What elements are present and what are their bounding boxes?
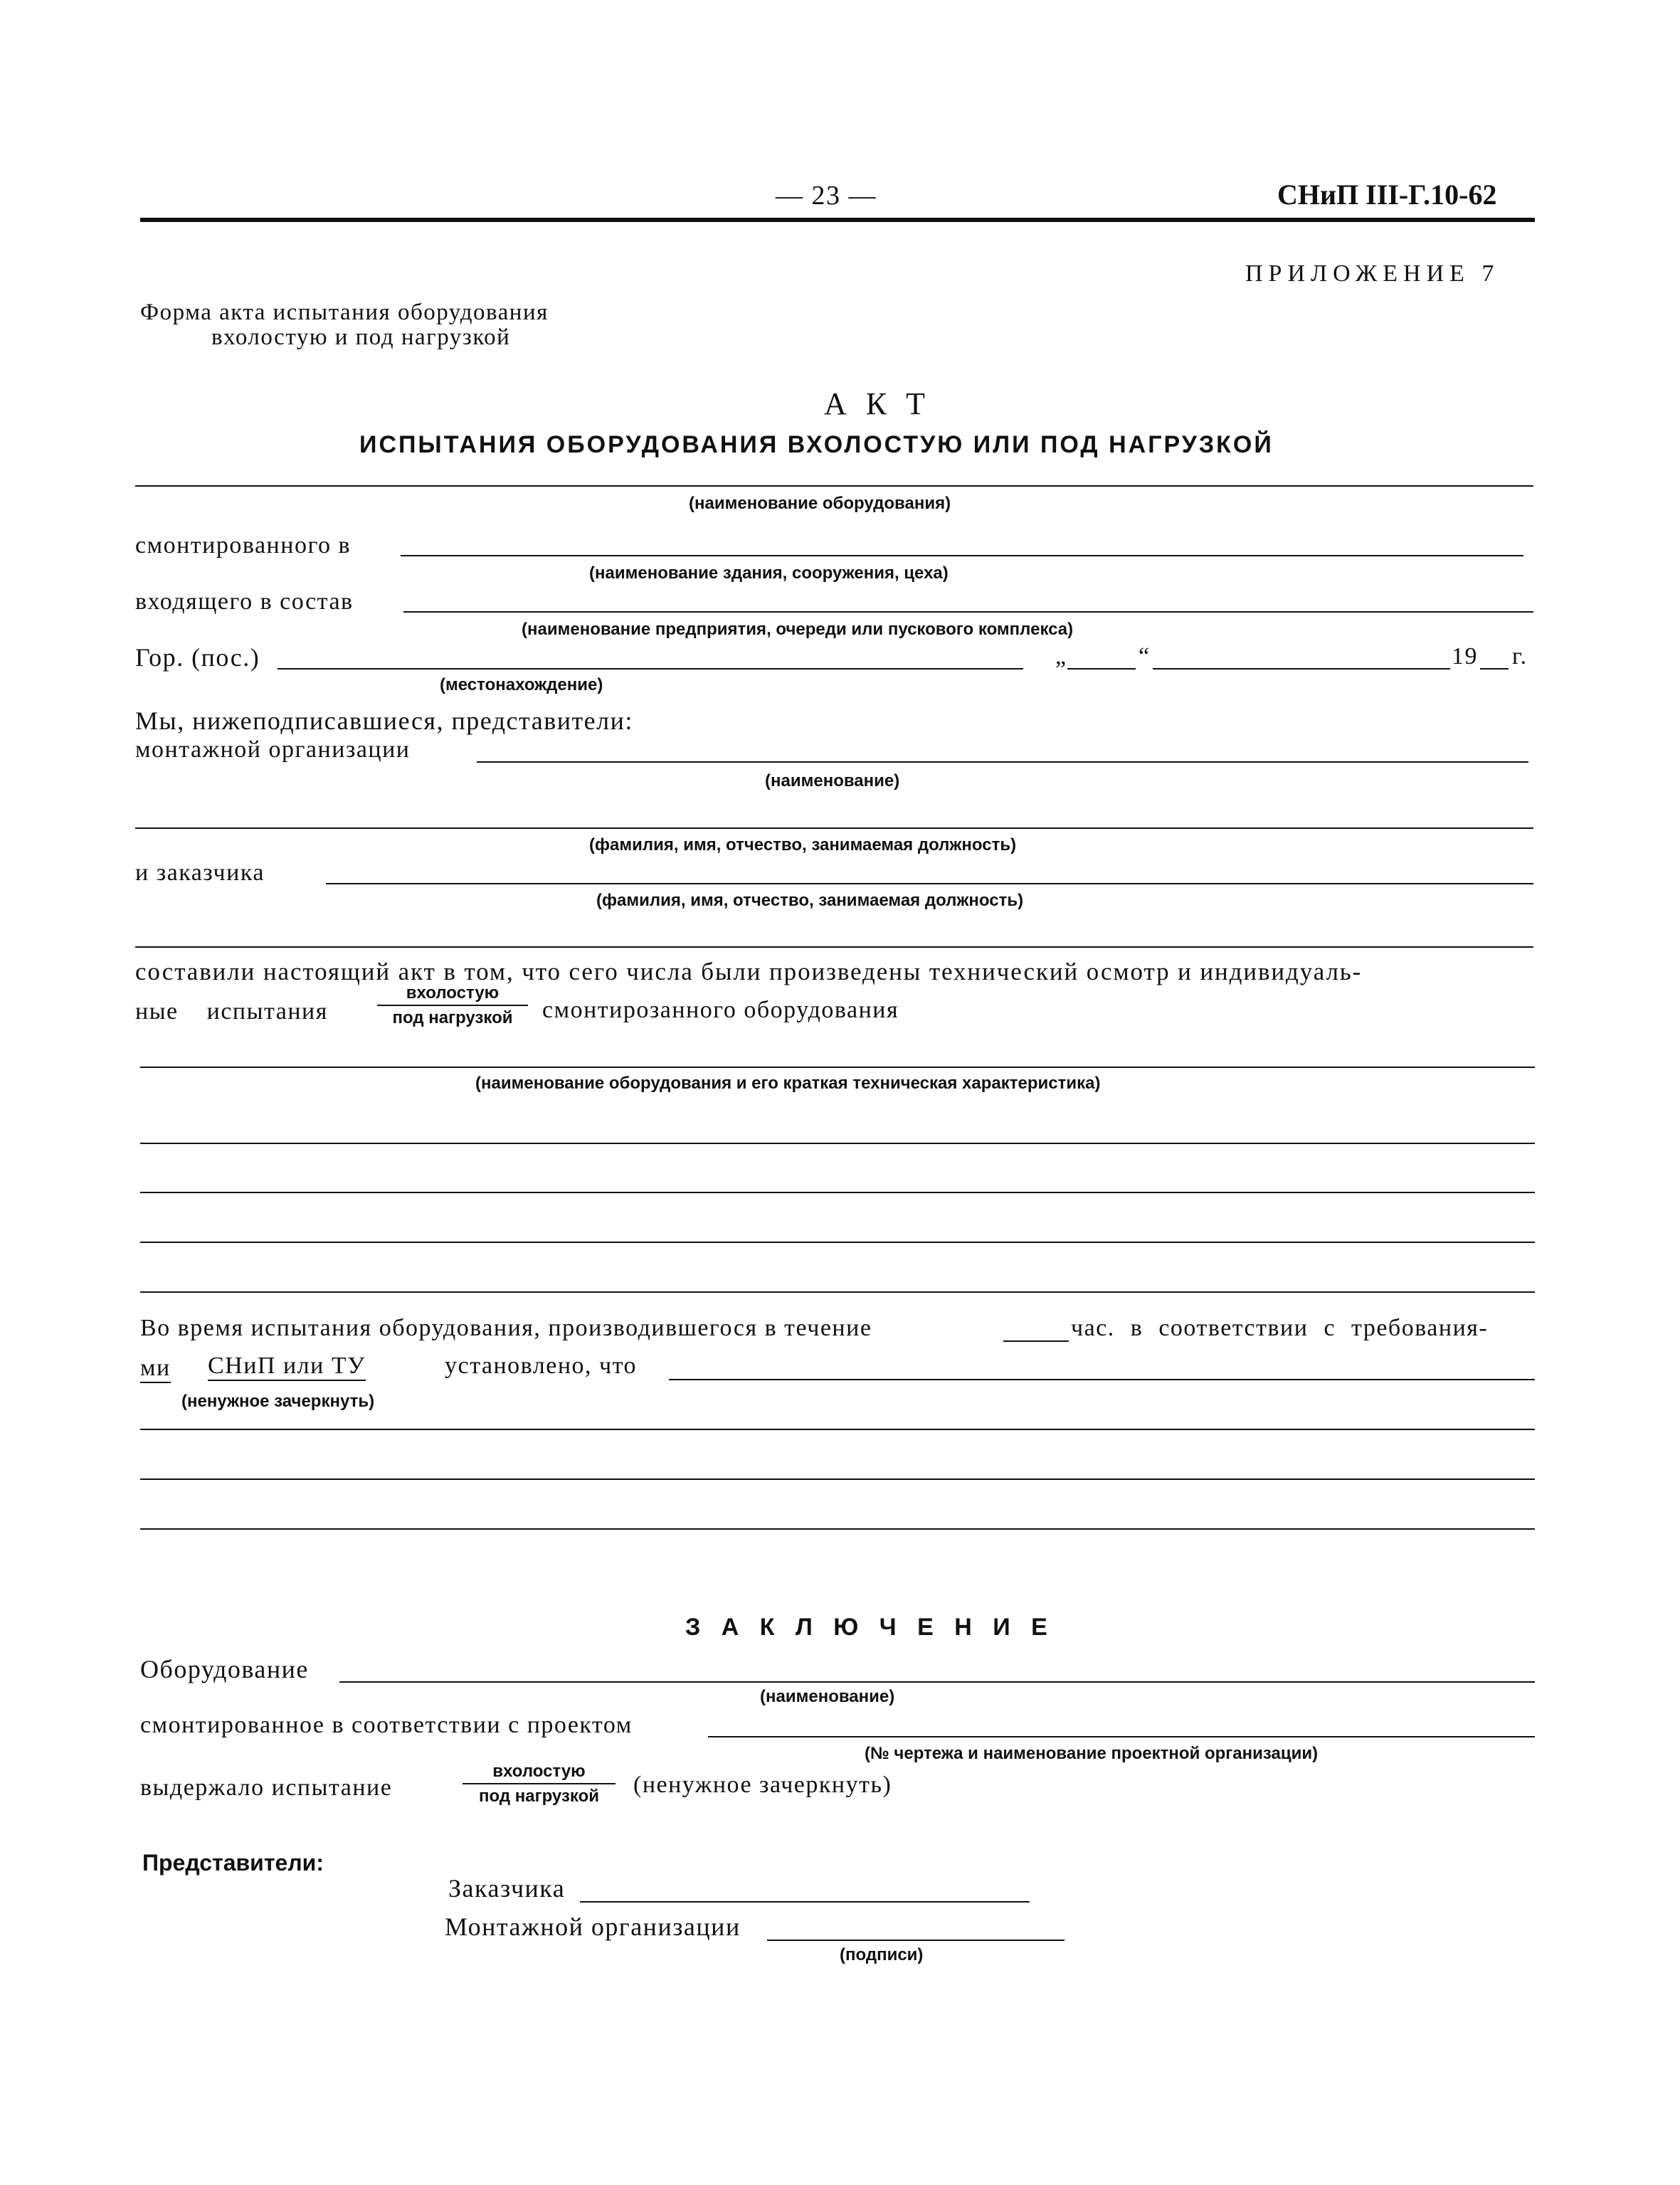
test-result-line (669, 1379, 1535, 1380)
form-caption-line1: Форма акта испытания оборудования (140, 300, 549, 325)
conclusion-project-caption: (№ чертежа и наименование проектной организации) (865, 1744, 1319, 1763)
date-day-line (1067, 668, 1136, 670)
part-of-label: входящего в состав (135, 588, 354, 615)
desc-line-1 (140, 1143, 1535, 1144)
conclusion-mounted-line (708, 1736, 1535, 1737)
equipment-desc-line (140, 1067, 1535, 1068)
mounting-person-line (135, 827, 1533, 829)
fraction-bar (377, 1005, 528, 1006)
desc-line-2 (140, 1192, 1535, 1193)
desc-line-3 (140, 1242, 1535, 1243)
conclusion-passed-label: выдержало испытание (140, 1774, 393, 1801)
city-label: Гор. (пос.) (135, 643, 260, 672)
customer-label: и заказчика (135, 859, 265, 886)
act-subtitle: ИСПЫТАНИЯ ОБОРУДОВАНИЯ ВХОЛОСТУЮ ИЛИ ПОД НАГРУЗКОЙ (359, 431, 1274, 458)
conclusion-fraction-top: вхолостую (492, 1762, 586, 1781)
year-prefix: 19 (1452, 643, 1478, 670)
customer-signature-line (580, 1901, 1030, 1903)
header-rule (140, 218, 1535, 222)
fraction-bottom: под нагрузкой (392, 1008, 513, 1027)
city-line (278, 668, 1023, 670)
conclusion-strike-note: (ненужное зачеркнуть) (633, 1772, 892, 1798)
test-line2-a: ми (140, 1356, 171, 1383)
appendix-label: ПРИЛОЖЕНИЕ 7 (1245, 260, 1500, 287)
conclusion-fraction-bar (463, 1783, 616, 1784)
statement-line1: составили настоящий акт в том, что сего числа были произведены технический осмотр и индивидуаль- (135, 958, 1363, 985)
mounting-org-line (477, 761, 1528, 763)
mounted-in-label: смонтированного в (135, 532, 352, 559)
year-line (1480, 668, 1509, 670)
mounting-org-name-caption: (наименование) (765, 771, 900, 790)
mounting-org-label: монтажной организации (135, 736, 411, 763)
location-caption: (местонахождение) (440, 675, 603, 694)
we-undersigned: Мы, нижеподписавшиеся, представители: (135, 707, 633, 735)
test-line1-mid: час. в соответствии с требования- (1071, 1315, 1489, 1341)
date-quote-open: „ (1055, 643, 1067, 670)
statement-line2-start: ные испытания (135, 998, 328, 1025)
test-hours-line (1003, 1340, 1069, 1342)
date-quote-close: “ (1139, 643, 1151, 670)
mounting-signature-line (767, 1940, 1064, 1941)
result-line-1 (140, 1429, 1535, 1430)
enterprise-caption: (наименование предприятия, очереди или пускового комплекса) (522, 620, 1074, 639)
conclusion-equipment-label: Оборудование (140, 1655, 309, 1683)
customer-signature-label: Заказчика (448, 1874, 566, 1903)
statement-line2-end: смонтирозанного оборудования (542, 997, 899, 1023)
mounting-person-caption: (фамилия, имя, отчество, занимаемая должность) (589, 835, 1017, 855)
part-of-line (403, 611, 1533, 613)
doc-code: СНиП III-Г.10-62 (1277, 179, 1497, 211)
conclusion-title: З А К Л Ю Ч Е Н И Е (685, 1614, 1055, 1641)
customer-person-caption: (фамилия, имя, отчество, занимаемая должность) (596, 891, 1024, 910)
desc-line-4 (140, 1291, 1535, 1293)
date-month-line (1153, 668, 1450, 670)
mounted-in-line (401, 555, 1523, 556)
result-line-3 (140, 1528, 1535, 1530)
equipment-name-line (135, 485, 1533, 487)
form-caption-line2: вхолостую и под нагрузкой (211, 324, 511, 350)
conclusion-mounted-label: смонтированное в соответствии с проектом (140, 1712, 633, 1738)
equipment-desc-caption: (наименование оборудования и его краткая техническая характеристика) (475, 1074, 1101, 1093)
year-suffix: г. (1512, 643, 1528, 670)
equipment-name-caption: (наименование оборудования) (689, 494, 951, 513)
conclusion-fraction (463, 1763, 616, 1805)
statement-fraction (377, 985, 528, 1027)
test-line2-c: установлено, что (445, 1353, 638, 1379)
conclusion-name-caption: (наименование) (760, 1687, 895, 1706)
customer-extra-line (135, 946, 1533, 948)
result-line-2 (140, 1478, 1535, 1480)
customer-line (326, 883, 1533, 884)
conclusion-equipment-line (339, 1681, 1535, 1683)
fraction-top: вхолостую (406, 983, 500, 1002)
mounting-signature-label: Монтажной организации (445, 1912, 741, 1941)
signatures-caption: (подписи) (840, 1945, 924, 1964)
act-title: А К Т (824, 386, 931, 421)
test-line2-b: СНиП или ТУ (208, 1354, 366, 1381)
test-strike-caption: (ненужное зачеркнуть) (181, 1392, 375, 1411)
page-number: — 23 — (776, 181, 877, 211)
representatives-label: Представители: (142, 1850, 324, 1875)
building-caption: (наименование здания, сооружения, цеха) (589, 564, 949, 583)
conclusion-fraction-bottom: под нагрузкой (479, 1787, 599, 1806)
test-line1-start: Во время испытания оборудования, производившегося в течение (140, 1315, 872, 1341)
